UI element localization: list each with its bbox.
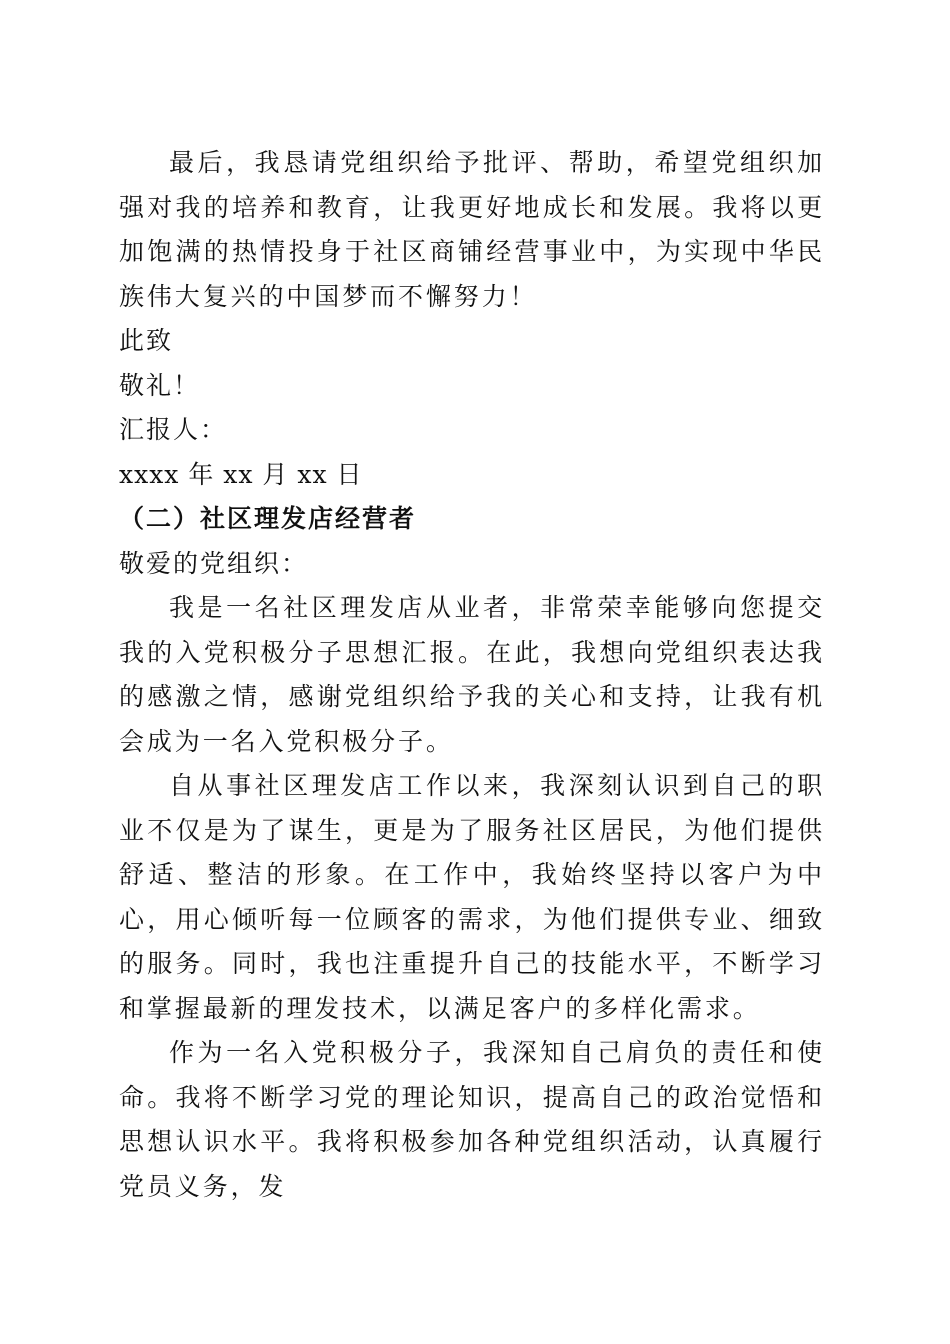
salutation-line-2: 敬礼！ [119,370,201,400]
greeting-line: 敬爱的党组织： [119,548,309,578]
body-paragraph: 自从事社区理发店工作以来，我深刻认识到自己的职业不仅是为了谋生，更是为了服务社区居民，为他们提供舒适、整洁的形象。在工作中，我始终坚持以客户为中心，用心倾听每一位顾客的需求，为他们提供专业、细致的服务。同时，我也注重提升自己的技能水平，不断学习和掌握最新的理发技术，以满足客户的多样化需求。 [119,771,825,1023]
salutation-line-1: 此致 [119,326,174,355]
body-paragraph: 作为一名入党积极分子，我深知自己肩负的责任和使命。我将不断学习党的理论知识，提高自己的政治觉悟和思想认识水平。我将积极参加各种党组织活动，认真履行党员义务，发 [119,1038,825,1201]
section-heading: （二）社区理发店经营者 [119,504,417,533]
closing-paragraph: 最后，我恳请党组织给予批评、帮助，希望党组织加强对我的培养和教育，让我更好地成长和发展。我将以更加饱满的热情投身于社区商铺经营事业中，为实现中华民族伟大复兴的中国梦而不懈努力！ [119,148,825,311]
document-body [119,141,825,1209]
reporter-line: 汇报人： [119,415,228,444]
body-paragraph: 我是一名社区理发店从业者，非常荣幸能够向您提交我的入党积极分子思想汇报。在此，我想向党组织表达我的感激之情，感谢党组织给予我的关心和支持，让我有机会成为一名入党积极分子。 [119,593,825,756]
date-line: xxxx 年 xx 月 xx 日 [119,459,363,489]
